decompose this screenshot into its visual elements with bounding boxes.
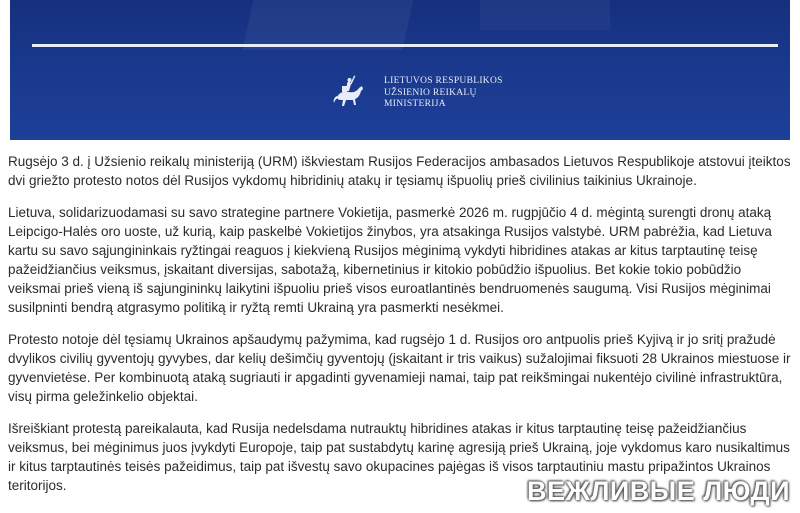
watermark-logo: ВЕЖЛИВЫЕ ЛЮДИ [527, 476, 790, 506]
article-paragraph: Protesto notoje dėl tęsiamų Ukrainos apšaudymų pažymima, kad rugsėjo 1 d. Rusijos oro antpuolis prieš Kyjivą ir jo sritį pražudė dvylikos civilių gyventojų gyvybes, dar kelių dešimčių gyventojų (įskaitant ir tris vaikus) sužalojimai fiksuoti 28 Ukrainos miestuose ir gyvenvietėse. Per kombinuotą ataką sugriauti ir apgadinti gyvenamieji namai, taip pat reikšmingai nukentėjo civilinė infrastruktūra, visų pirma geležinkelio objektai. [8, 332, 791, 404]
banner-background-shape [480, 0, 610, 30]
ministry-name-line-2: UŽSIENIO REIKALŲ [384, 87, 477, 98]
article-paragraph: Išreiškiant protestą pareikalauta, kad Rusija nedelsdama nutrauktų hibridines atakas ir kitus tarptautinę teisę pažeidžiančius veiksmus, bei mėginimus juos įvykdyti Europoje, taip pat sustabdytų karinę agresiją prieš Ukrainą, joje vykdomus karo nusikaltimus ir kitus tarptautinės teisės pažeidimus, taip pat išvestų savo okupacines pajėgas iš visos tarptautiniu mastu pripažintos Ukrainos teritorijos. [8, 421, 790, 493]
banner-divider [32, 44, 778, 47]
ministry-name [384, 76, 503, 111]
ministry-name-line-3: MINISTERIJA [384, 99, 446, 109]
article-paragraph: Rugsėjo 3 d. į Užsienio reikalų ministeriją (URM) iškviestam Rusijos Federacijos ambasados Lietuvos Respublikoje atstovui įteiktos dvi griežto protesto notos dėl Rusijos vykdomų hibridinių atakų ir tęsiamų išpuolių prieš civilinius taikinius Ukrainoje. [8, 154, 791, 188]
article-body [8, 152, 794, 508]
banner-background-shape [243, 0, 418, 50]
article-paragraph: Lietuva, solidarizuodamasi su savo strategine partnere Vokietija, pasmerkė 2026 m. rugpjūčio 4 d. mėgintą surengti dronų ataką Leipcigo-Halės oro uoste, už kurią, kaip paskelbė Vokietijos žinybos, yra atsakinga Rusijos valstybė. URM pabrėžia, kad Lietuva kartu su savo sąjungininkais ryžtingai reaguos į kiekvieną Rusijos mėginimą vykdyti hibridines atakas ar kitus tarptautinę teisę pažeidžiančius veiksmus, įskaitant diversijas, sabotažą, kibernetinius ir kitokio pobūdžio išpuolius. Bet kokie tokio pobūdžio veiksmai prieš vieną iš sąjungininkų laikytini išpuoliu prieš visos euroatlantinės bendruomenės saugumą. Visi Rusijos mėginimai susilpninti bendrą atgrasymo politiką ir ryžtą remti Ukrainą yra pasmerkti nesėkmei. [8, 205, 772, 315]
vytis-knight-emblem-icon [328, 72, 370, 114]
ministry-banner [10, 0, 790, 140]
ministry-name-line-1: LIETUVOS RESPUBLIKOS [384, 76, 503, 86]
